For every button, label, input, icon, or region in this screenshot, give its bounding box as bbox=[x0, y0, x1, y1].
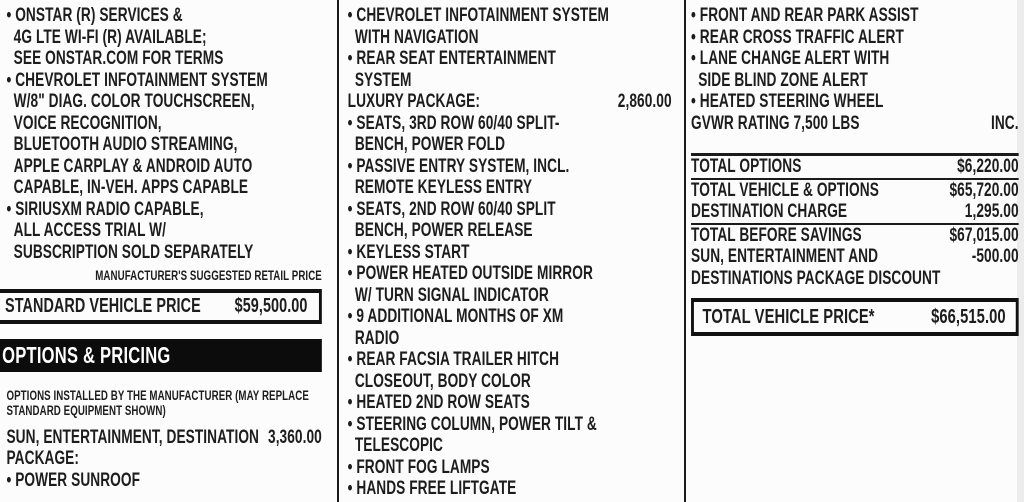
gvwr-row bbox=[691, 113, 1019, 135]
option-line: • CHEVROLET INFOTAINMENT SYSTEM bbox=[347, 5, 610, 26]
option-line: SUBSCRIPTION SOLD SEPARATELY bbox=[13, 241, 254, 263]
options-installed-note-line: OPTIONS INSTALLED BY THE MANUFACTURER (MAY REPLACE bbox=[6, 387, 309, 403]
totals-row-label: TOTAL BEFORE SAVINGS bbox=[691, 224, 862, 246]
right-column-content bbox=[686, 0, 1024, 336]
option-line: • REAR CROSS TRAFFIC ALERT bbox=[691, 26, 904, 48]
totals-row bbox=[691, 268, 1019, 290]
option-line: TELESCOPIC bbox=[354, 435, 443, 456]
gvwr-value: INC. bbox=[990, 112, 1019, 134]
luxury-package-value: 2,860.00 bbox=[617, 91, 672, 112]
option-line: WITH NAVIGATION bbox=[354, 26, 479, 48]
option-line: W/ TURN SIGNAL INDICATOR bbox=[354, 284, 549, 306]
middle-column-content bbox=[339, 0, 684, 500]
total-vehicle-price-label: TOTAL VEHICLE PRICE* bbox=[702, 305, 875, 328]
option-line: W/8" DIAG. COLOR TOUCHSCREEN, bbox=[13, 91, 255, 112]
option-line: ALL ACCESS TRIAL W/ bbox=[13, 220, 167, 241]
option-line: • SIRIUSXM RADIO CAPABLE, bbox=[6, 198, 204, 220]
totals-row-value: $67,015.00 bbox=[949, 224, 1019, 246]
option-line: CLOSEOUT, BODY COLOR bbox=[354, 370, 531, 392]
option-line: SYSTEM bbox=[354, 69, 412, 91]
option-line: • STEERING COLUMN, POWER TILT & bbox=[347, 413, 597, 435]
package-label-continuation: PACKAGE: bbox=[6, 448, 80, 469]
totals-row-label: SUN, ENTERTAINMENT AND bbox=[691, 246, 879, 267]
option-line: • CHEVROLET INFOTAINMENT SYSTEM bbox=[6, 69, 268, 91]
option-line: • KEYLESS START bbox=[347, 241, 470, 263]
option-line: • FRONT AND REAR PARK ASSIST bbox=[691, 5, 919, 26]
pricing-column-right bbox=[686, 0, 1024, 502]
totals-row-value: 1,295.00 bbox=[964, 201, 1019, 222]
totals-row bbox=[691, 180, 1019, 202]
package-price-label: SUN, ENTERTAINMENT, DESTINATION bbox=[6, 426, 260, 448]
options-column-left bbox=[0, 0, 339, 502]
total-vehicle-price-box bbox=[691, 298, 1019, 336]
option-line: BENCH, POWER FOLD bbox=[354, 134, 506, 155]
option-line: BENCH, POWER RELEASE bbox=[354, 220, 533, 241]
option-line: • HEATED STEERING WHEEL bbox=[691, 91, 884, 112]
option-line: • ONSTAR (R) SERVICES & bbox=[6, 5, 183, 26]
totals-row-value: $65,720.00 bbox=[949, 179, 1019, 201]
option-line: BLUETOOTH AUDIO STREAMING, bbox=[13, 134, 238, 155]
options-installed-note-line: STANDARD EQUIPMENT SHOWN) bbox=[6, 403, 166, 418]
option-line: 4G LTE WI-FI (R) AVAILABLE; bbox=[13, 26, 207, 48]
luxury-package-label: LUXURY PACKAGE: bbox=[347, 91, 480, 112]
option-line: RADIO bbox=[354, 327, 400, 349]
option-line: APPLE CARPLAY & ANDROID AUTO bbox=[13, 155, 253, 177]
totals-row-value: -500.00 bbox=[971, 246, 1019, 267]
package-price-row bbox=[6, 427, 321, 449]
option-line: • POWER SUNROOF bbox=[6, 469, 141, 491]
option-line: • HANDS FREE LIFTGATE bbox=[347, 478, 517, 499]
standard-vehicle-price-box bbox=[0, 289, 322, 324]
totals-row-label: TOTAL OPTIONS bbox=[691, 156, 802, 177]
standard-vehicle-price-label: STANDARD VEHICLE PRICE bbox=[5, 294, 201, 317]
luxury-package-row bbox=[348, 91, 672, 113]
option-line: • FRONT FOG LAMPS bbox=[347, 456, 490, 478]
standard-vehicle-price-value: $59,500.00 bbox=[234, 294, 308, 317]
options-installed-note bbox=[6, 388, 321, 419]
totals-row bbox=[691, 225, 1019, 247]
totals-row bbox=[691, 201, 1019, 223]
options-column-middle bbox=[339, 0, 686, 502]
totals-row-label: TOTAL VEHICLE & OPTIONS bbox=[691, 179, 879, 201]
option-line: VOICE RECOGNITION, bbox=[13, 112, 162, 134]
gvwr-label: GVWR RATING 7,500 LBS bbox=[691, 112, 860, 134]
option-line: • REAR SEAT ENTERTAINMENT bbox=[347, 48, 556, 69]
option-line: CAPABLE, IN-VEH. APPS CAPABLE bbox=[13, 177, 249, 198]
option-line: • SEATS, 3RD ROW 60/40 SPLIT- bbox=[347, 112, 560, 134]
option-line: REMOTE KEYLESS ENTRY bbox=[354, 177, 533, 198]
option-line: • SEATS, 2ND ROW 60/40 SPLIT bbox=[347, 198, 556, 220]
totals-row-value: $6,220.00 bbox=[957, 156, 1019, 177]
left-column-content bbox=[0, 0, 335, 491]
totals-row-label: DESTINATION CHARGE bbox=[691, 201, 848, 222]
option-line: • HEATED 2ND ROW SEATS bbox=[347, 392, 530, 413]
option-line: • REAR FACSIA TRAILER HITCH bbox=[347, 349, 560, 370]
option-line: SEE ONSTAR.COM FOR TERMS bbox=[13, 48, 224, 69]
option-line: • PASSIVE ENTRY SYSTEM, INCL. bbox=[347, 155, 570, 177]
totals-row bbox=[691, 246, 1019, 268]
options-pricing-header: OPTIONS & PRICING bbox=[0, 339, 322, 372]
package-price-value: 3,360.00 bbox=[268, 426, 322, 448]
option-line: • 9 ADDITIONAL MONTHS OF XM bbox=[347, 306, 564, 327]
option-line: • LANE CHANGE ALERT WITH bbox=[691, 48, 890, 69]
totals-row-label: DESTINATIONS PACKAGE DISCOUNT bbox=[691, 267, 941, 289]
total-vehicle-price-value: $66,515.00 bbox=[931, 305, 1006, 328]
msrp-note: MANUFACTURER'S SUGGESTED RETAIL PRICE bbox=[95, 268, 322, 283]
option-line: SIDE BLIND ZONE ALERT bbox=[698, 69, 868, 91]
totals-row bbox=[691, 156, 1019, 178]
option-line: • POWER HEATED OUTSIDE MIRROR bbox=[347, 263, 593, 284]
